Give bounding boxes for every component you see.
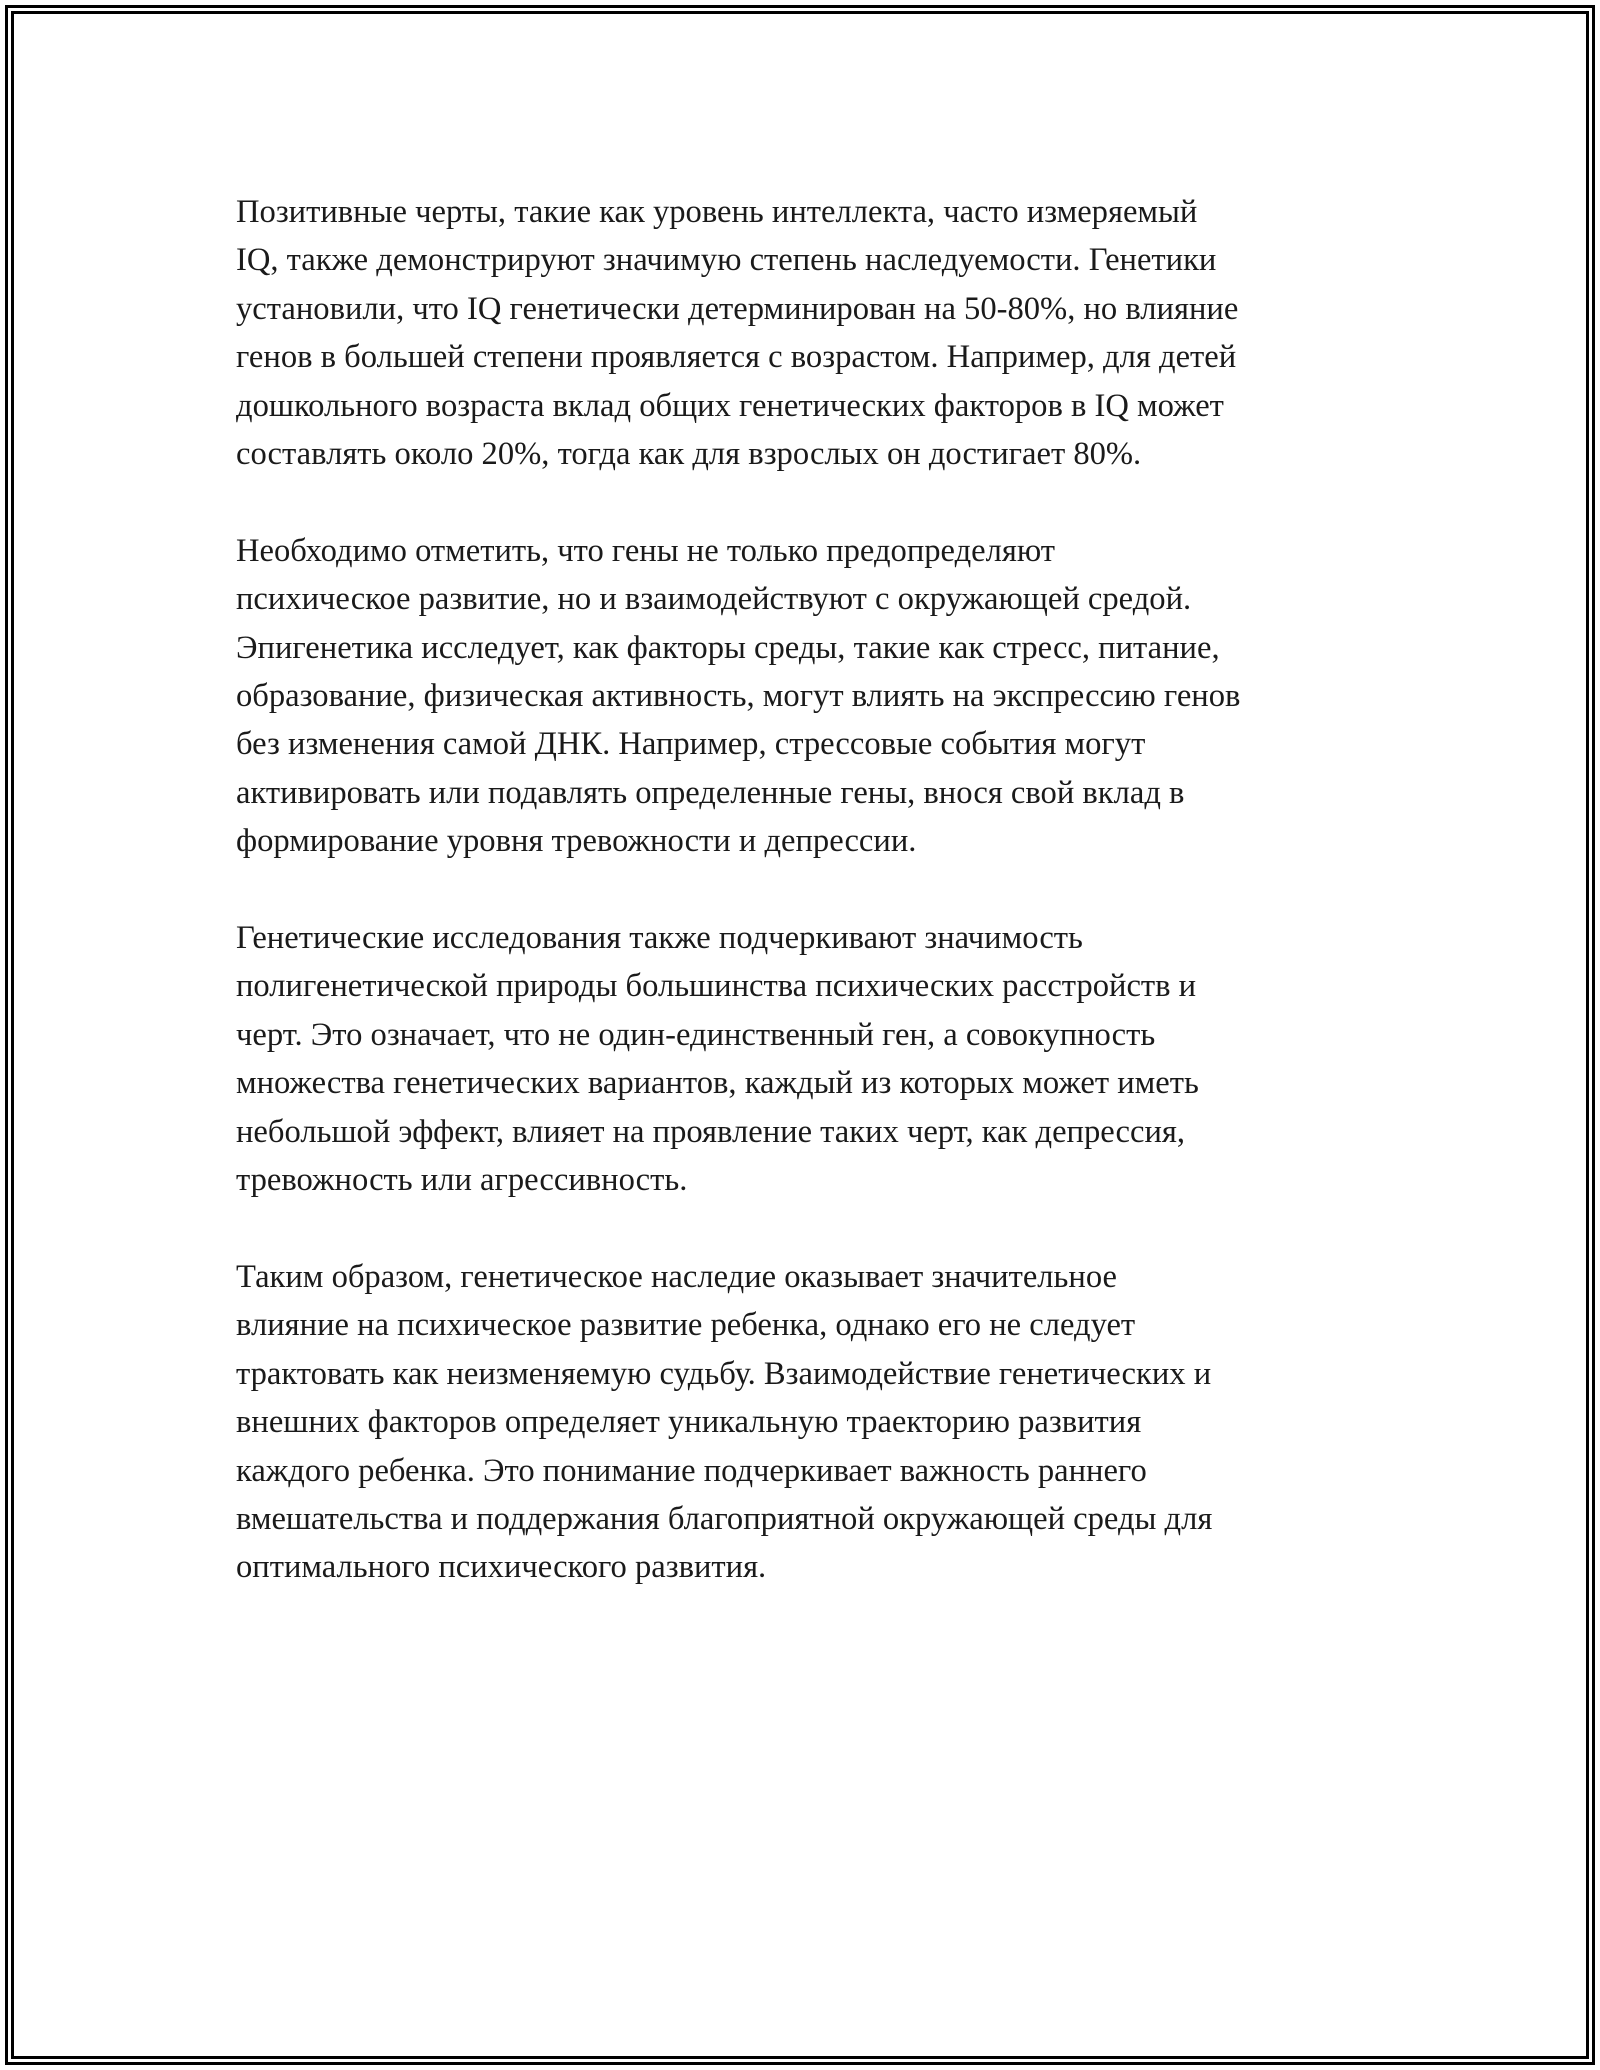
text-line: Необходимо отметить, что гены не только предопределяют bbox=[236, 532, 1055, 569]
text-line: вмешательства и поддержания благоприятной окружающей среды для bbox=[236, 1500, 1213, 1537]
text-line: установили, что IQ генетически детерминирован на 50-80%, но влияние bbox=[236, 290, 1239, 327]
text-line: образование, физическая активность, могут влиять на экспрессию генов bbox=[236, 678, 1241, 715]
text-line: небольшой эффект, влияет на проявление таких черт, как депрессия, bbox=[236, 1113, 1186, 1150]
text-line: Позитивные черты, такие как уровень интеллекта, часто измеряемый bbox=[236, 194, 1198, 230]
paragraph-4 bbox=[236, 1253, 1386, 1592]
text-line: Таким образом, генетическое наследие оказывает значительное bbox=[236, 1258, 1117, 1295]
text-line: множества генетических вариантов, каждый из которых может иметь bbox=[236, 1065, 1199, 1102]
text-line: дошкольного возраста вклад общих генетических факторов в IQ может bbox=[236, 387, 1224, 424]
text-line: активировать или подавлять определенные гены, внося свой вклад в bbox=[236, 774, 1185, 811]
text-line: Эпигенетика исследует, как факторы среды, такие как стресс, питание, bbox=[236, 629, 1220, 666]
text-line: влияние на психическое развитие ребенка, однако его не следует bbox=[236, 1307, 1136, 1344]
text-line: психическое развитие, но и взаимодействуют с окружающей средой. bbox=[236, 581, 1192, 618]
text-line: каждого ребенка. Это понимание подчеркивает важность раннего bbox=[236, 1452, 1147, 1489]
text-line: составлять около 20%, тогда как для взрослых он достигает 80%. bbox=[236, 436, 1142, 473]
text-line: черт. Это означает, что не один-единственный ген, а совокупность bbox=[236, 1016, 1156, 1053]
text-line: оптимального психического развития. bbox=[236, 1549, 767, 1586]
paragraph-2 bbox=[236, 527, 1386, 866]
text-line: трактовать как неизменяемую судьбу. Взаимодействие генетических и bbox=[236, 1355, 1212, 1392]
text-line: тревожность или агрессивность. bbox=[236, 1162, 688, 1199]
text-line: полигенетической природы большинства психических расстройств и bbox=[236, 968, 1197, 1005]
text-line: без изменения самой ДНК. Например, стрессовые события могут bbox=[236, 726, 1146, 763]
text-line: Генетические исследования также подчеркивают значимость bbox=[236, 920, 1083, 957]
document-body bbox=[236, 188, 1386, 1640]
text-line: IQ, также демонстрируют значимую степень наследуемости. Генетики bbox=[236, 242, 1217, 279]
text-line: генов в большей степени проявляется с возрастом. Например, для детей bbox=[236, 339, 1237, 376]
text-line: внешних факторов определяет уникальную траекторию развития bbox=[236, 1404, 1142, 1441]
paragraph-3 bbox=[236, 914, 1386, 1204]
paragraph-1 bbox=[236, 188, 1386, 478]
text-line: формирование уровня тревожности и депрессии. bbox=[236, 823, 917, 860]
